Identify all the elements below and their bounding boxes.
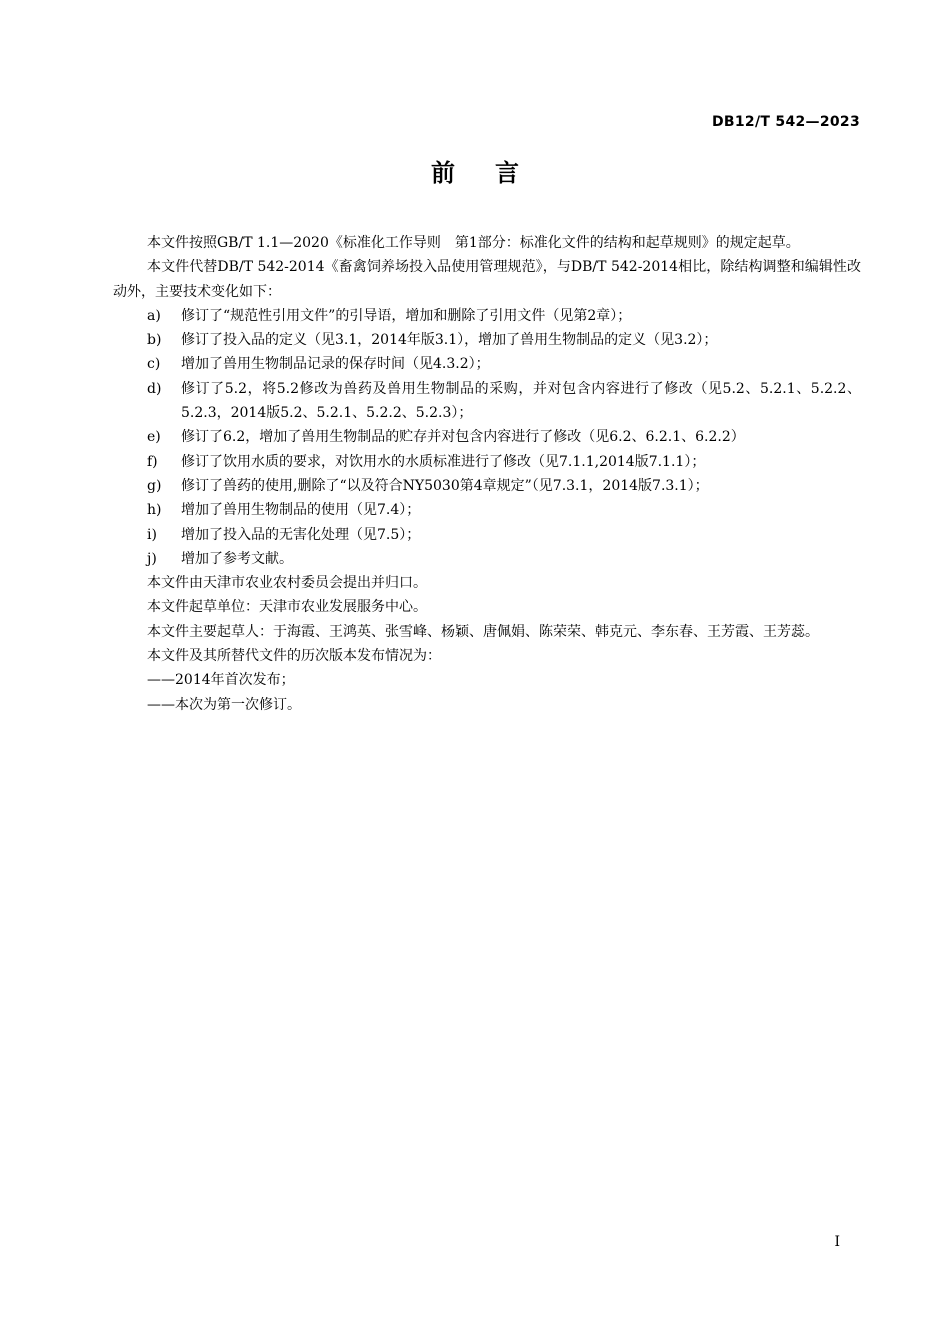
- list-item-marker: b): [147, 332, 162, 349]
- list-item-text: 增加了参考文献。: [181, 550, 293, 567]
- list-item: [113, 547, 861, 571]
- list-item: [113, 377, 861, 426]
- list-item-marker: d): [147, 380, 162, 397]
- list-item-marker: c): [147, 356, 161, 373]
- page-title: 前言: [431, 159, 559, 187]
- document-code: DB12/T 542—2023: [712, 114, 860, 130]
- list-item: [113, 304, 861, 328]
- list-item-marker: f): [147, 453, 158, 470]
- list-item-text: 修订了兽药的使用,删除了“以及符合NY5030第4章规定”（见7.3.1，2014版7.3.1）；: [181, 477, 709, 494]
- list-item: [113, 352, 861, 376]
- paragraph-drafting-basis: 本文件按照GB/T 1.1—2020《标准化工作导则 第1部分：标准化文件的结构和起草规则》的规定起草。: [147, 235, 800, 251]
- history-item: ——2014年首次发布；: [147, 672, 295, 689]
- changes-list: [113, 304, 861, 571]
- history-item: ——本次为第一次修订。: [147, 696, 301, 713]
- paragraph-proposer: 本文件由天津市农业农村委员会提出并归口。: [147, 575, 427, 592]
- list-item-marker: e): [147, 429, 161, 446]
- list-item-text: 修订了饮用水质的要求，对饮用水的水质标准进行了修改（见7.1.1,2014版7.1.1）；: [181, 453, 706, 470]
- paragraph-replacement: 本文件代替DB/T 542-2014《畜禽饲养场投入品使用管理规范》，与DB/T 542-2014相比，除结构调整和编辑性改动外，主要技术变化如下：: [113, 259, 861, 300]
- list-item-text: 增加了兽用生物制品记录的保存时间（见4.3.2）；: [181, 356, 490, 373]
- list-item-text: 增加了兽用生物制品的使用（见7.4）；: [181, 502, 421, 519]
- list-item: [113, 474, 861, 498]
- list-item-marker: h): [147, 502, 162, 519]
- list-item: [113, 328, 861, 352]
- paragraph-version-history: 本文件及其所替代文件的历次版本发布情况为：: [147, 648, 441, 665]
- list-item-marker: j): [147, 550, 157, 567]
- foreword-body: [113, 231, 861, 717]
- list-item-text: 增加了投入品的无害化处理（见7.5）；: [181, 526, 421, 543]
- list-item: [113, 425, 861, 449]
- list-item-text: 修订了6.2，增加了兽用生物制品的贮存并对包含内容进行了修改（见6.2、6.2.1、6.2.2）: [181, 429, 745, 446]
- list-item: [113, 450, 861, 474]
- paragraph-drafters: 本文件主要起草人：于海霞、王鸿英、张雪峰、杨颖、唐佩娟、陈荣荣、韩克元、李东春、王芳霞、王芳蕊。: [147, 623, 819, 640]
- list-item-text: 修订了“规范性引用文件”的引导语，增加和删除了引用文件（见第2章）；: [181, 307, 632, 324]
- list-item: [113, 523, 861, 547]
- page-number: I: [834, 1234, 840, 1250]
- list-item-text: 修订了投入品的定义（见3.1，2014年版3.1），增加了兽用生物制品的定义（见3.2）；: [181, 332, 718, 349]
- list-item-text: 修订了5.2，将5.2修改为兽药及兽用生物制品的采购，并对包含内容进行了修改（见5.2、5.2.1、5.2.2、5.2.3，2014版5.2、5.2.1、5.2.2、5.2.3）；: [181, 380, 861, 422]
- list-item-marker: g): [147, 477, 162, 494]
- list-item-marker: i): [147, 526, 157, 543]
- list-item: [113, 498, 861, 522]
- paragraph-drafting-unit: 本文件起草单位：天津市农业发展服务中心。: [147, 599, 427, 616]
- list-item-marker: a): [147, 307, 161, 324]
